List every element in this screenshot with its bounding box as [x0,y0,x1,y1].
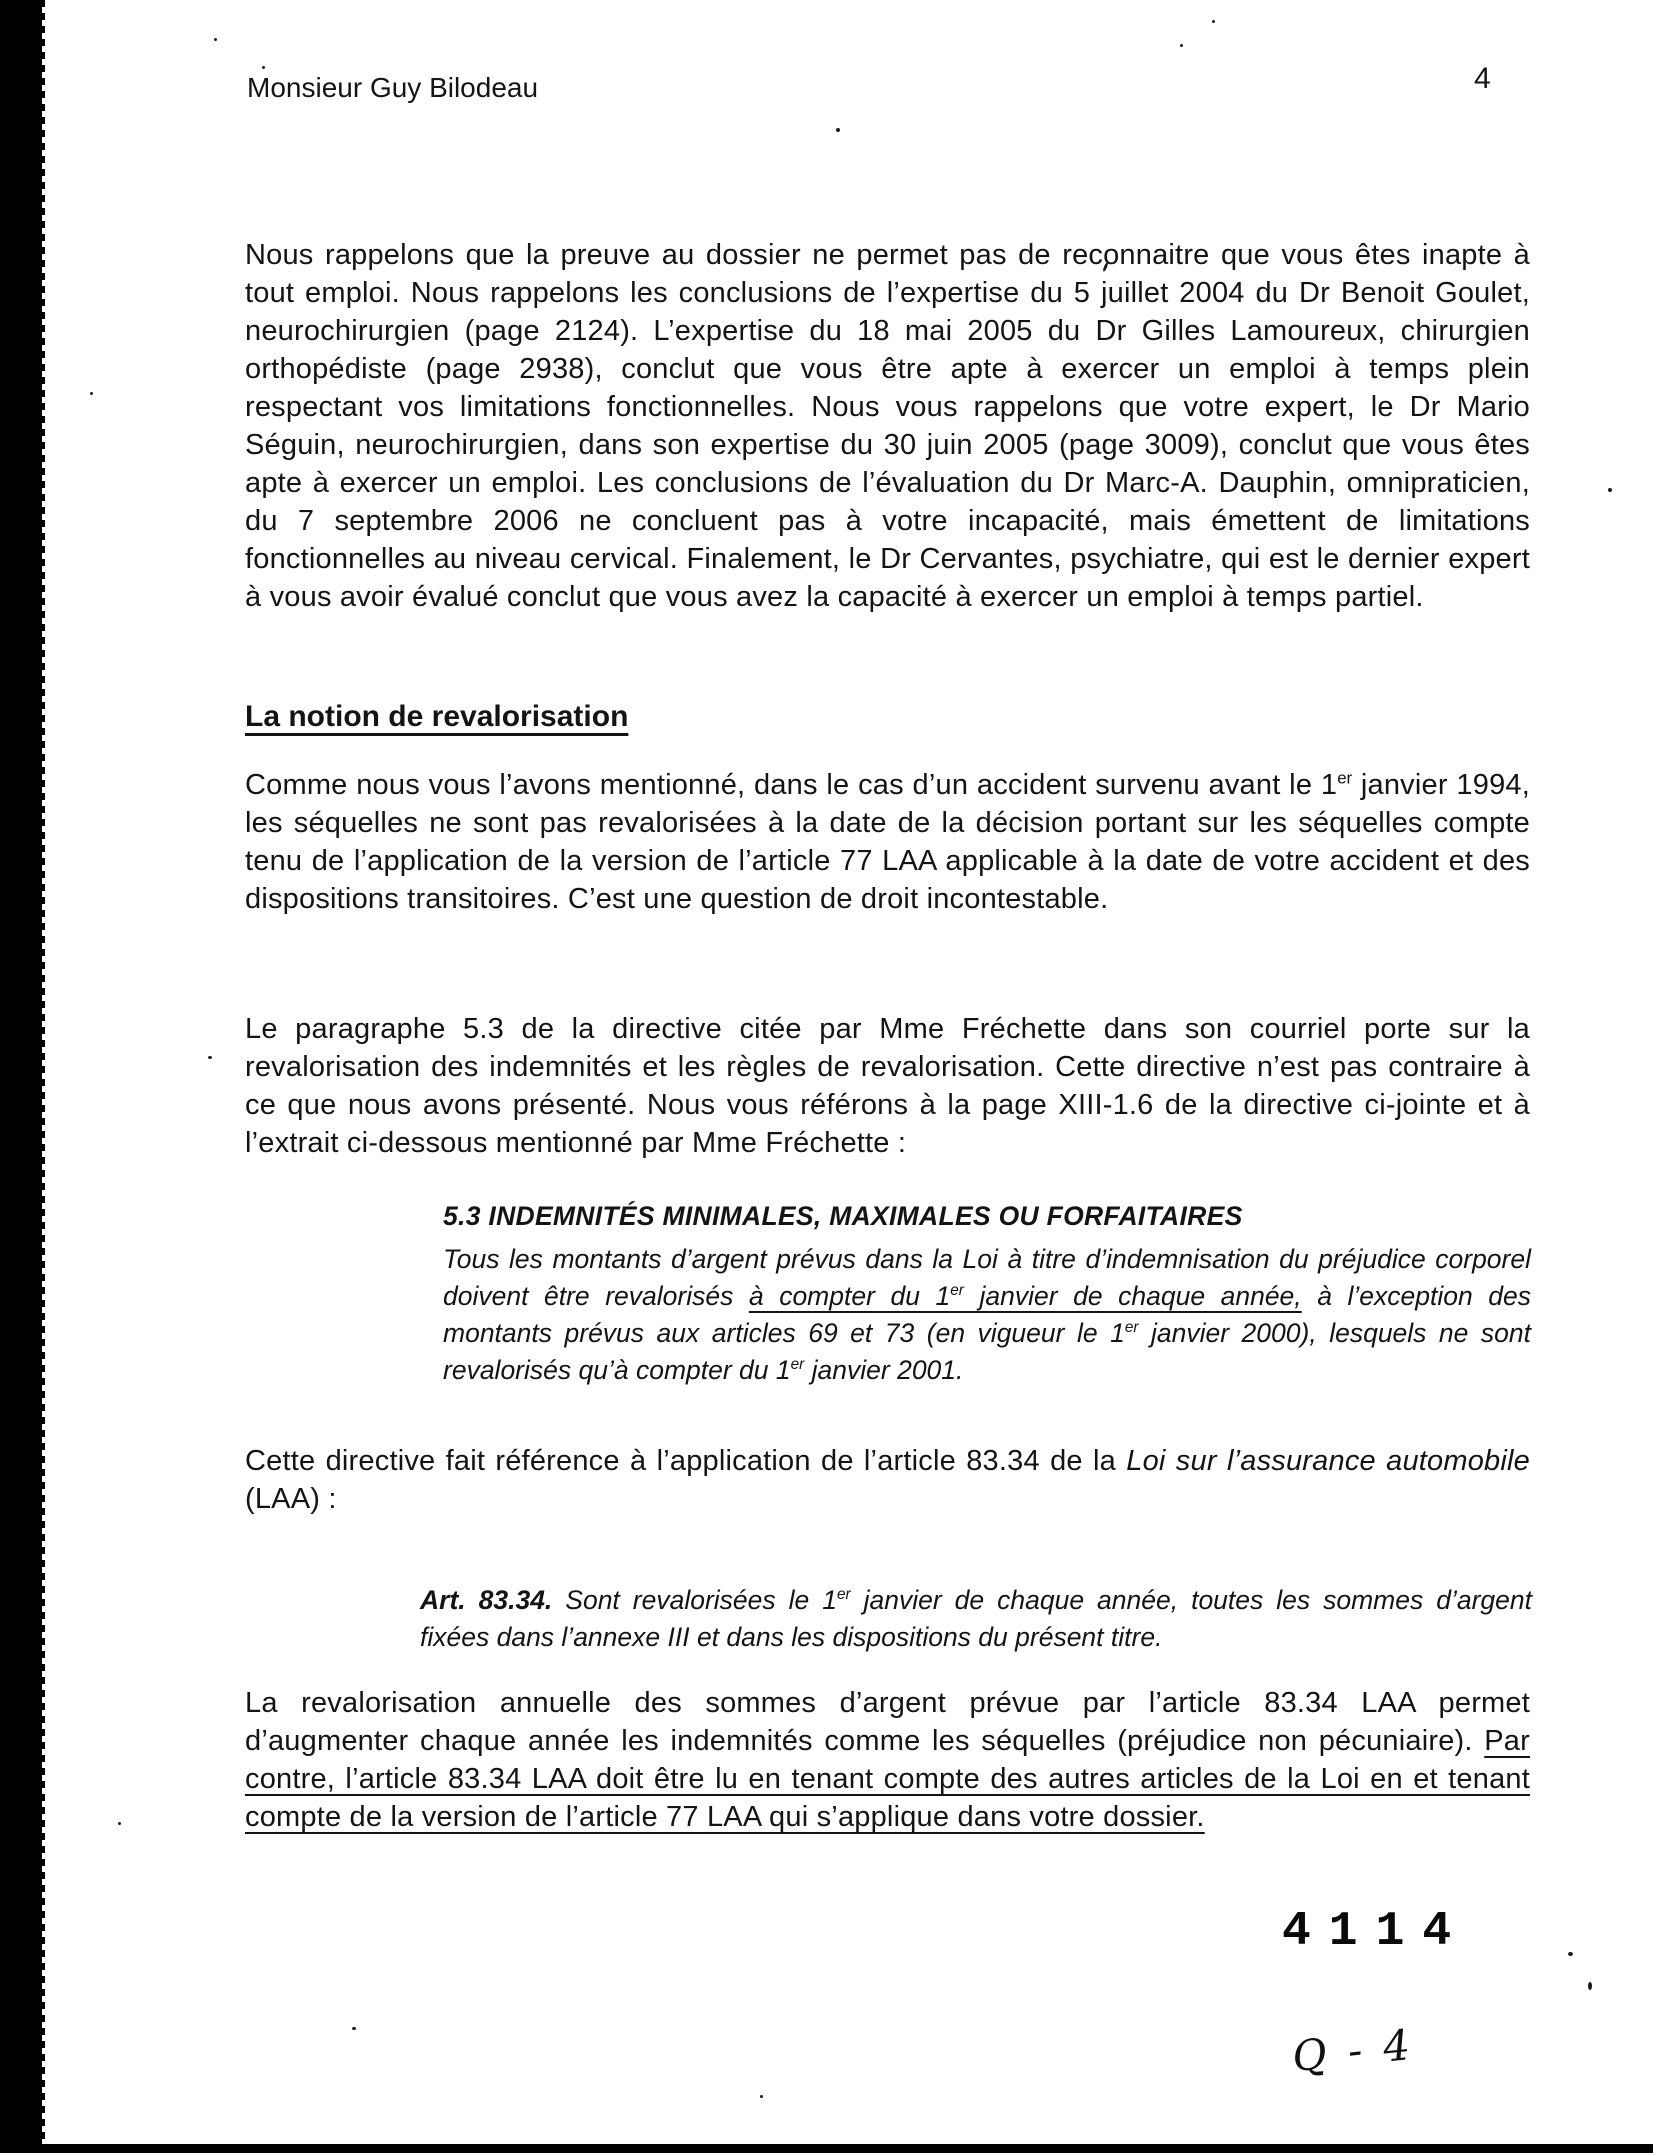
scan-speck [118,1822,121,1825]
quote-53-text: janvier 2000), lesquels ne sont revalorisés qu’à compter du 1 [443,1318,1531,1385]
ordinal-superscript: er [790,1356,805,1374]
section-heading-revalorisation: La notion de revalorisation [245,700,629,733]
paragraph-revalorisation-underlined: Par contre, l’article 83.34 LAA doit être lu en tenant compte des autres articles de la Loi en et tenant compte de la version de l’article 77 LAA qui s’applique dans votre dossier. [245,1725,1530,1833]
ordinal-superscript: er [836,1586,851,1604]
page-number: 4 [1474,62,1491,95]
handwritten-mark: Q - 4 [1289,2019,1417,2082]
quote-53-text: à l’exception des montants prévus aux articles 69 et 73 (en vigueur le 1 [443,1281,1531,1348]
ordinal-superscript: er [1337,768,1353,788]
scan-edge-left [0,0,42,2153]
scan-speck [836,128,840,132]
paragraph-article-8334-reference [245,1442,1530,1518]
page-stamp-number: 4114 [1282,1905,1470,1959]
quote-53-body [443,1244,1531,1385]
quote-53-title: 5.3 INDEMNITÉS MINIMALES, MAXIMALES OU FORFAITAIRES [443,1201,1243,1231]
scan-speck [1568,1952,1573,1956]
scan-speck [262,66,265,69]
paragraph-revalorisation-text: La revalorisation annuelle des sommes d’argent prévue par l’article 83.34 LAA permet d’augmenter chaque année les indemnités comme les séquelles (préjudice non pécuniaire). [245,1687,1530,1757]
scan-speck [1212,20,1215,23]
paragraph-revalorisation-annuelle [245,1684,1530,1836]
article-label: Art. 83.34. [420,1585,553,1615]
quote-53-text: janvier de chaque année, [963,1281,1302,1311]
scan-edge-bottom [0,2144,1653,2153]
scan-speck [208,1056,212,1059]
quote-53-text: janvier 2001. [804,1355,964,1385]
paragraph-accident-text: janvier 1994, les séquelles ne sont pas revalorisées à la date de la décision portant sur les séquelles compte tenu de l’application de la version de l’article 77 LAA applicable à la date de votre accident et des dispositions transitoires. C’est une question de droit incontestable. [245,769,1530,915]
scan-speck [1588,1982,1592,1990]
paragraph-directive-53: Le paragraphe 5.3 de la directive citée par Mme Fréchette dans son courriel porte sur la revalorisation des indemnités et les règles de revalorisation. Cette directive n’est pas contraire à ce que nous avons présenté. Nous vous référons à la page XIII-1.6 de la directive ci-jointe et à l’extrait ci-dessous mentionné par Mme Fréchette : [245,1013,1530,1159]
scan-speck [214,38,217,41]
quote-article-text: Sont revalorisées le 1 [552,1585,837,1615]
paragraph-reference-text: Cette directive fait référence à l’application de l’article 83.34 de la [245,1445,1127,1477]
scan-speck [352,2027,356,2030]
quote-53-text: à compter du 1 [748,1281,951,1311]
ordinal-superscript: er [950,1282,964,1300]
quote-directive-53 [443,1198,1531,1389]
quote-53-text: Tous les montants d’argent prévus dans la Loi à titre d’indemnisation du préjudice corporel doivent être revalorisés [443,1244,1531,1311]
paragraph-reference-text: (LAA) : [245,1483,337,1515]
scan-speck [1608,488,1612,492]
quote-article-text: janvier de chaque année, toutes les sommes d’argent fixées dans l’annexe III et dans les dispositions du présent titre. [420,1585,1532,1652]
quote-article-8334 [420,1582,1532,1656]
scan-speck [1180,44,1183,47]
recipient-name: Monsieur Guy Bilodeau [247,72,539,103]
scan-speck [90,392,93,395]
ordinal-superscript: er [1124,1319,1139,1337]
paragraph-accident-text: Comme nous vous l’avons mentionné, dans le cas d’un accident survenu avant le 1 [245,769,1338,801]
paragraph-accident-date [245,766,1530,918]
law-title-italic: Loi sur l’assurance automobile [1126,1445,1530,1477]
quote-53-underlined-phrase [749,1281,1302,1311]
scan-speck [760,2095,763,2098]
paragraph-expert-conclusions: Nous rappelons que la preuve au dossier ne permet pas de reconnaitre que vous êtes inapte à tout emploi. Nous rappelons les conclusions de l’expertise du 5 juillet 2004 du Dr Benoit Goulet, neurochirurgien (page 2124). L’expertise du 18 mai 2005 du Dr Gilles Lamoureux, chirurgien orthopédiste (page 2938), conclut que vous être apte à exercer un emploi à temps plein respectant vos limitations fonctionnelles. Nous vous rappelons que votre expert, le Dr Mario Séguin, neurochirurgien, dans son expertise du 30 juin 2005 (page 3009), conclut que vous êtes apte à exercer un emploi. Les conclusions de l’évaluation du Dr Marc-A. Dauphin, omnipraticien, du 7 septembre 2006 ne concluent pas à votre incapacité, mais émettent de limitations fonctionnelles au niveau cervical. Finalement, le Dr Cervantes, psychiatre, qui est le dernier expert à vous avoir évalué conclut que vous avez la capacité à exercer un emploi à temps partiel. [245,239,1530,613]
